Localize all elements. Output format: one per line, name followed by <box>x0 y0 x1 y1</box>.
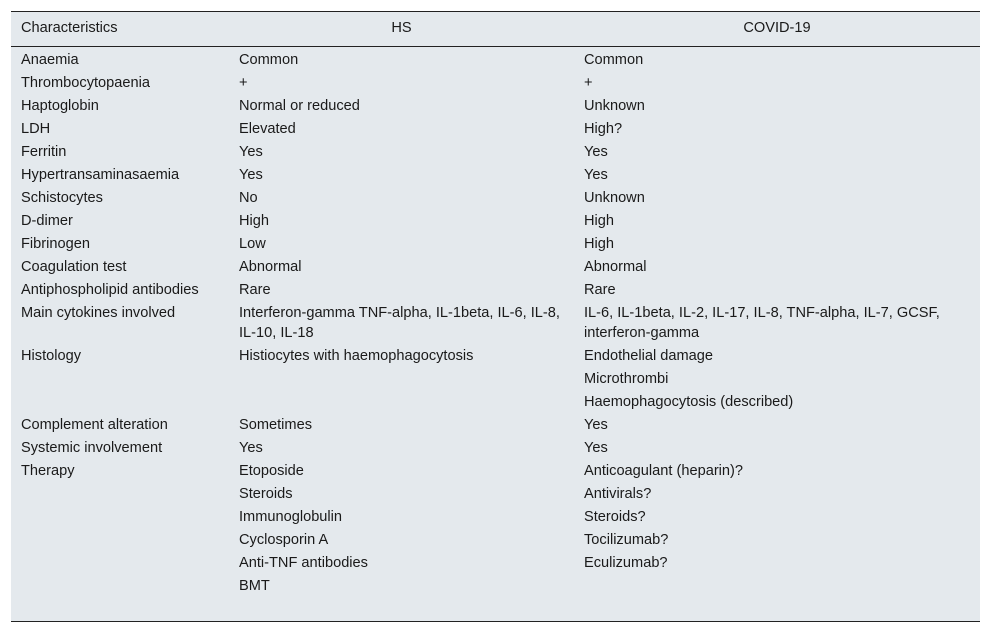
cell-covid <box>574 210 980 233</box>
cell-hs-line: Steroids <box>239 486 293 502</box>
header-covid: COVID-19 <box>574 12 980 47</box>
comparison-table-container <box>11 11 980 621</box>
comparison-table <box>11 11 980 598</box>
table-row <box>11 95 980 118</box>
cell-covid-line: Yes <box>584 144 608 160</box>
cell-characteristic: Complement alteration <box>21 417 168 433</box>
cell-covid-line: Endothelial damage <box>584 348 714 364</box>
cell-covid <box>574 345 980 414</box>
cell-covid <box>574 47 980 73</box>
cell-covid-line: High <box>584 236 615 252</box>
cell-covid <box>574 118 980 141</box>
cell-hs-line: Sometimes <box>239 417 312 433</box>
table-row <box>11 164 980 187</box>
cell-characteristic: Antiphospholipid antibodies <box>21 282 199 298</box>
cell-hs-line: No <box>239 190 258 206</box>
cell-covid-line: Common <box>584 52 644 68</box>
cell-hs-line: Yes <box>239 144 263 160</box>
cell-hs-line: Immunoglobulin <box>239 509 343 525</box>
cell-covid <box>574 460 980 598</box>
cell-covid-line: IL-6, IL-1beta, IL-2, IL-17, IL-8, TNF-alpha, IL-7, GCSF, interferon-gamma <box>584 305 940 341</box>
cell-covid-line: Unknown <box>584 98 645 114</box>
cell-characteristic: Coagulation test <box>21 259 127 275</box>
cell-hs <box>229 141 574 164</box>
cell-covid-line: Microthrombi <box>584 371 669 387</box>
table-row <box>11 141 980 164</box>
cell-hs-line: Rare <box>239 282 271 298</box>
cell-hs <box>229 256 574 279</box>
cell-covid-line: Yes <box>584 440 608 456</box>
cell-covid-line: Steroids? <box>584 509 646 525</box>
table-row <box>11 187 980 210</box>
cell-hs-line: Etoposide <box>239 463 304 479</box>
cell-covid-line: + <box>584 75 593 91</box>
cell-hs-line: Abnormal <box>239 259 302 275</box>
table-row <box>11 72 980 95</box>
cell-characteristic: Therapy <box>21 463 75 479</box>
cell-characteristic: Ferritin <box>21 144 67 160</box>
cell-covid-line: Haemophagocytosis (described) <box>584 394 794 410</box>
cell-hs-line: Low <box>239 236 266 252</box>
cell-covid <box>574 437 980 460</box>
cell-covid <box>574 256 980 279</box>
cell-covid <box>574 302 980 345</box>
header-hs: HS <box>229 12 574 47</box>
cell-hs <box>229 72 574 95</box>
cell-characteristic: Histology <box>21 348 82 364</box>
table-row <box>11 460 980 598</box>
cell-hs <box>229 279 574 302</box>
cell-hs-line: Cyclosporin A <box>239 532 329 548</box>
cell-hs-line: Anti-TNF antibodies <box>239 555 368 571</box>
cell-characteristic: Anaemia <box>21 52 79 68</box>
cell-characteristic: Hypertransaminasaemia <box>21 167 180 183</box>
cell-hs-line: Histiocytes with haemophagocytosis <box>239 348 474 364</box>
cell-hs-line: Yes <box>239 440 263 456</box>
cell-characteristic: Systemic involvement <box>21 440 163 456</box>
cell-hs <box>229 210 574 233</box>
table-row <box>11 256 980 279</box>
table-row <box>11 47 980 73</box>
cell-hs <box>229 118 574 141</box>
cell-hs <box>229 95 574 118</box>
cell-covid-line: Tocilizumab? <box>584 532 669 548</box>
cell-covid-line: High? <box>584 121 623 137</box>
table-header-row <box>11 12 980 47</box>
table-row <box>11 302 980 345</box>
cell-covid <box>574 414 980 437</box>
cell-covid <box>574 72 980 95</box>
cell-characteristic: Fibrinogen <box>21 236 90 252</box>
cell-covid <box>574 279 980 302</box>
table-row <box>11 414 980 437</box>
table-row <box>11 437 980 460</box>
cell-hs-line: + <box>239 75 248 91</box>
cell-hs <box>229 437 574 460</box>
cell-characteristic: Main cytokines involved <box>21 305 176 321</box>
cell-covid-line: Yes <box>584 167 608 183</box>
table-row <box>11 345 980 414</box>
cell-covid-line: Yes <box>584 417 608 433</box>
cell-hs-line: High <box>239 213 270 229</box>
cell-covid-line: Eculizumab? <box>584 555 668 571</box>
cell-hs-line: BMT <box>239 578 270 594</box>
cell-covid <box>574 141 980 164</box>
cell-characteristic: Haptoglobin <box>21 98 99 114</box>
cell-covid <box>574 187 980 210</box>
cell-covid <box>574 233 980 256</box>
cell-characteristic: D-dimer <box>21 213 73 229</box>
table-row <box>11 279 980 302</box>
cell-hs-line: Elevated <box>239 121 296 137</box>
table-row <box>11 118 980 141</box>
cell-hs <box>229 414 574 437</box>
cell-hs <box>229 302 574 345</box>
cell-characteristic: Thrombocytopaenia <box>21 75 150 91</box>
cell-characteristic: LDH <box>21 121 51 137</box>
cell-covid <box>574 164 980 187</box>
cell-hs <box>229 345 574 414</box>
cell-covid <box>574 95 980 118</box>
cell-hs <box>229 187 574 210</box>
cell-characteristic: Schistocytes <box>21 190 103 206</box>
table-row <box>11 233 980 256</box>
cell-hs <box>229 460 574 598</box>
cell-hs-line: Yes <box>239 167 263 183</box>
table-bottom-rule <box>11 621 980 622</box>
cell-hs-line: Normal or reduced <box>239 98 360 114</box>
cell-hs <box>229 233 574 256</box>
cell-covid-line: Anticoagulant (heparin)? <box>584 463 744 479</box>
table-row <box>11 210 980 233</box>
cell-hs-line: Common <box>239 52 299 68</box>
cell-covid-line: Antivirals? <box>584 486 652 502</box>
table-body <box>11 47 980 599</box>
cell-hs-line: Interferon-gamma TNF-alpha, IL-1beta, IL-6, IL-8, IL-10, IL-18 <box>239 305 560 341</box>
cell-covid-line: Abnormal <box>584 259 647 275</box>
cell-hs <box>229 47 574 73</box>
cell-covid-line: High <box>584 213 615 229</box>
cell-covid-line: Unknown <box>584 190 645 206</box>
header-characteristics: Characteristics <box>11 12 229 47</box>
cell-covid-line: Rare <box>584 282 616 298</box>
cell-hs <box>229 164 574 187</box>
